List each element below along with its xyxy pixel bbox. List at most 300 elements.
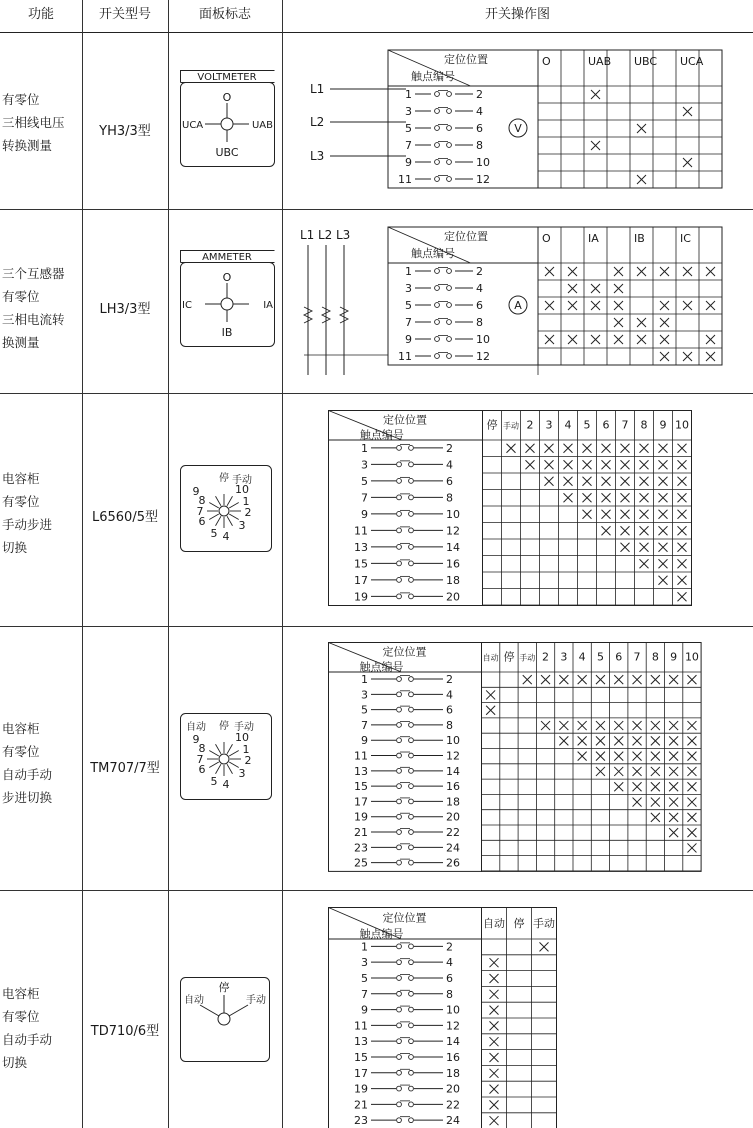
contact-closed-mark [621,510,630,519]
contact-number: 14 [446,764,460,778]
contact-number: 7 [405,139,412,152]
column-divider [168,0,169,1128]
function-line: 换测量 [2,335,40,350]
contact-closed-mark [596,736,605,745]
function-line: 步进切换 [2,790,53,805]
position-label: 自动 [186,722,206,733]
contact-symbol [397,1006,414,1012]
contact-closed-mark [596,767,605,776]
contact-closed-mark [559,736,568,745]
contact-closed-mark [669,813,678,822]
contact-closed-mark [633,782,642,791]
table-header [0,0,753,33]
contact-number: 6 [446,703,453,717]
knob-icon [219,754,229,764]
contact-closed-mark [669,782,678,791]
contact-number: 12 [446,524,460,538]
contact-symbol [397,798,414,804]
position-label: 手动 [503,421,519,431]
function-line: 切换 [2,1055,28,1070]
contact-closed-mark [614,675,623,684]
function-line: 自动手动 [2,767,53,782]
dial-number: 8 [198,494,206,507]
position-header: 定位位置 [444,230,488,243]
contact-number: 7 [361,718,368,732]
contact-closed-mark [596,721,605,730]
contact-number: 2 [446,441,453,455]
contact-closed-mark [659,510,668,519]
contact-closed-mark [637,267,646,276]
contact-closed-mark [564,444,573,453]
contact-closed-mark [614,318,623,327]
function-line: 三个互感器 [2,266,65,281]
meter-symbol: V [514,122,522,135]
header-function: 功能 [27,7,54,22]
position-label: 5 [596,650,604,664]
dial-number: 7 [196,505,204,518]
contact-closed-mark [545,460,554,469]
contact-symbol [397,527,414,533]
contact-number: 19 [354,1082,368,1096]
contact-closed-mark [602,444,611,453]
contact-symbol [397,1101,414,1107]
contact-closed-mark [564,460,573,469]
contact-number: 3 [361,688,368,702]
contact-symbol [435,336,452,342]
contact-closed-mark [659,576,668,585]
contact-number: 20 [446,810,460,824]
contact-closed-mark [633,767,642,776]
contact-symbol [397,959,414,965]
contact-symbol [397,691,414,697]
contact-number: 24 [446,1114,460,1128]
contact-closed-mark [660,318,669,327]
contact-closed-mark [614,335,623,344]
position-label: 10 [675,418,689,432]
contact-closed-mark [591,141,600,150]
contact-closed-mark [490,1006,499,1015]
contact-number: 18 [446,795,460,809]
header-panel: 面板标志 [198,7,251,22]
position-label: UCA [680,55,704,68]
position-label: 自动 [184,995,204,1006]
position-label: 停 [219,473,229,484]
contact-closed-mark [564,493,573,502]
function-line: 三相线电压 [2,115,65,130]
dial-number: 6 [198,515,206,528]
contact-closed-mark [591,284,600,293]
contact-number: 10 [476,156,490,169]
contact-number: 17 [354,1066,368,1080]
contact-closed-mark [660,335,669,344]
contact-symbol [397,990,414,996]
contact-closed-mark [591,301,600,310]
position-label: 手动 [519,653,536,663]
contact-number: 9 [361,507,368,521]
panel-dial-2 [180,465,272,553]
dial-number: 5 [210,527,218,540]
position-label: 停 [486,418,498,432]
contact-number: 10 [446,507,460,521]
contact-number: 21 [354,1098,368,1112]
contact-closed-mark [490,1053,499,1062]
position-label: UAB [251,120,273,131]
contact-number: 1 [361,441,368,455]
contact-number: 9 [405,156,412,169]
function-line: 手动步进 [2,517,53,532]
contact-closed-mark [659,543,668,552]
contact-closed-mark [706,267,715,276]
contact-closed-mark [490,1021,499,1030]
contact-closed-mark [706,301,715,310]
contact-closed-mark [614,736,623,745]
contact-closed-mark [490,1100,499,1109]
phase-label: L1 [310,82,325,96]
position-label: IB [634,232,645,245]
contact-closed-mark [545,477,554,486]
position-label: 自动 [482,653,499,663]
contact-closed-mark [490,1037,499,1046]
contact-closed-mark [633,721,642,730]
contact-symbol [435,142,452,148]
contact-number: 6 [446,971,453,985]
contact-closed-mark [687,843,696,852]
contact-number: 17 [354,573,368,587]
contact-closed-mark [660,301,669,310]
contact-number: 19 [354,810,368,824]
contact-closed-mark [578,721,587,730]
position-label: UBC [634,55,658,68]
header-diagram: 开关操作图 [484,7,550,22]
contact-symbol [397,859,414,865]
contact-closed-mark [490,1085,499,1094]
contact-closed-mark [596,675,605,684]
position-label: O [542,55,551,68]
contact-closed-mark [669,752,678,761]
contact-closed-mark [633,675,642,684]
contact-closed-mark [614,767,623,776]
contact-symbol [397,494,414,500]
position-label: 6 [602,418,610,432]
dial-number: 1 [242,743,250,756]
contact-closed-mark [687,767,696,776]
contact-closed-mark [683,107,692,116]
contact-closed-mark [578,736,587,745]
contact-number: 5 [361,971,368,985]
contact-number: 5 [361,474,368,488]
contact-closed-mark [678,543,687,552]
contact-closed-mark [640,559,649,568]
position-label: 手动 [232,475,252,486]
function-line: 电容柜 [2,986,40,1001]
contact-closed-mark [659,526,668,535]
contact-closed-mark [621,460,630,469]
contact-number: 12 [476,173,490,186]
contact-closed-mark [526,444,535,453]
contact-symbol [397,767,414,773]
operation-diagram-2 [328,410,748,610]
contact-symbol [435,268,452,274]
panel-dial-1 [180,250,276,348]
contact-closed-mark [660,267,669,276]
column-divider [82,0,83,1128]
phase-label: L1 [300,228,315,242]
contact-symbol [397,1069,414,1075]
operation-diagram-3 [328,642,748,882]
contact-number: 14 [446,1035,460,1049]
position-label: 8 [640,418,648,432]
position-label: 停 [218,981,230,994]
dial-number: 2 [244,754,252,767]
contact-symbol [435,159,452,165]
contact-symbol [435,302,452,308]
contact-closed-mark [614,267,623,276]
contact-number: 9 [361,734,368,748]
contact-closed-mark [633,798,642,807]
contact-number: 4 [446,458,453,472]
position-header: 定位位置 [382,645,427,659]
contact-number: 12 [476,350,490,363]
contact-number: 23 [354,841,368,855]
contact-closed-mark [669,721,678,730]
contact-closed-mark [490,958,499,967]
contact-closed-mark [614,301,623,310]
contact-closed-mark [678,559,687,568]
phase-label: L3 [336,228,351,242]
contact-closed-mark [621,444,630,453]
contact-closed-mark [659,493,668,502]
contact-closed-mark [651,736,660,745]
contact-number: 1 [405,88,412,101]
dial-number: 9 [192,733,200,746]
contact-symbol [397,593,414,599]
position-label: 2 [526,418,534,432]
contact-closed-mark [583,444,592,453]
contact-closed-mark [621,526,630,535]
model-label: TM707/7型 [90,761,160,776]
function-text [2,262,80,354]
contact-closed-mark [602,477,611,486]
contact-closed-mark [651,782,660,791]
contact-number: 5 [405,122,412,135]
contact-number: 11 [354,524,368,538]
dial-number: 2 [244,506,252,519]
contact-symbol [435,285,452,291]
contact-closed-mark [578,675,587,684]
contact-closed-mark [683,301,692,310]
contact-number: 1 [361,673,368,687]
contact-closed-mark [669,736,678,745]
contact-number: 4 [446,956,453,970]
contact-symbol [397,1117,414,1123]
contact-symbol [397,844,414,850]
contact-closed-mark [486,690,495,699]
position-label: 9 [670,650,678,664]
model-label: YH3/3型 [99,124,151,139]
row-divider [0,626,753,627]
contact-symbol [397,737,414,743]
position-label: 停 [513,916,525,930]
contact-number: 3 [405,105,412,118]
contact-symbol [397,477,414,483]
contact-symbol [397,444,414,450]
function-line: 有零位 [2,92,40,107]
position-label: IC [182,300,192,311]
function-line: 三相电流转 [2,312,65,327]
contact-number: 5 [361,703,368,717]
contact-number: 3 [361,458,368,472]
contact-number: 8 [476,316,483,329]
contact-closed-mark [591,90,600,99]
contact-closed-mark [637,175,646,184]
contact-closed-mark [669,767,678,776]
function-text [2,717,80,809]
contact-symbol [397,974,414,980]
contact-symbol [397,1022,414,1028]
contact-symbol [397,829,414,835]
contact-number: 7 [361,987,368,1001]
contact-symbol [397,813,414,819]
contact-number: 3 [405,282,412,295]
contact-closed-mark [687,782,696,791]
contact-closed-mark [706,335,715,344]
contact-closed-mark [602,493,611,502]
contact-closed-mark [621,477,630,486]
contact-number: 11 [354,1019,368,1033]
position-label: 自动 [483,916,505,930]
column-divider [282,0,283,1128]
position-label: 5 [583,418,591,432]
contact-closed-mark [564,477,573,486]
function-line: 有零位 [2,494,40,509]
contact-closed-mark [637,124,646,133]
contact-closed-mark [637,335,646,344]
contact-number: 23 [354,1114,368,1128]
contact-number: 2 [476,265,483,278]
contact-number: 4 [476,105,483,118]
contact-closed-mark [583,477,592,486]
operation-diagram-4 [328,907,568,1128]
contact-closed-mark [559,675,568,684]
contact-number: 15 [354,557,368,571]
position-label: IA [263,300,273,311]
contact-closed-mark [640,510,649,519]
contact-closed-mark [602,526,611,535]
phase-label: L2 [310,115,325,129]
contact-closed-mark [621,493,630,502]
knob-icon [221,298,233,310]
contact-closed-mark [640,526,649,535]
contact-closed-mark [678,493,687,502]
contact-closed-mark [614,284,623,293]
contact-closed-mark [541,721,550,730]
contact-closed-mark [640,543,649,552]
row-divider [0,393,753,394]
dial-number: 3 [238,767,246,780]
contact-closed-mark [640,460,649,469]
contact-number: 13 [354,1035,368,1049]
model-label: L6560/5型 [92,510,158,525]
contact-header: 触点编号 [411,70,455,83]
contact-symbol [397,543,414,549]
contact-symbol [397,752,414,758]
contact-symbol [397,783,414,789]
contact-symbol [397,576,414,582]
contact-closed-mark [526,460,535,469]
contact-number: 11 [398,350,412,363]
contact-number: 2 [446,940,453,954]
contact-closed-mark [659,477,668,486]
function-text [2,88,80,157]
contact-symbol [435,353,452,359]
contact-symbol [435,91,452,97]
contact-closed-mark [545,301,554,310]
contact-closed-mark [583,510,592,519]
contact-number: 16 [446,1050,460,1064]
contact-closed-mark [568,267,577,276]
contact-closed-mark [687,828,696,837]
position-label: 10 [684,650,699,664]
contact-number: 5 [405,299,412,312]
operation-diagram-1 [288,225,750,377]
function-line: 有零位 [2,289,40,304]
contact-number: 8 [476,139,483,152]
contact-symbol [435,108,452,114]
contact-closed-mark [633,752,642,761]
contact-symbol [435,319,452,325]
function-line: 电容柜 [2,471,40,486]
position-label: O [542,232,551,245]
dial-number: 9 [192,485,200,498]
contact-symbol [435,176,452,182]
contact-closed-mark [545,444,554,453]
contact-closed-mark [651,813,660,822]
dial-number: 1 [242,495,250,508]
dial-number: 10 [235,483,249,496]
contact-number: 25 [354,856,368,870]
contact-closed-mark [490,974,499,983]
panel-title: VOLTMETER [197,72,257,83]
contact-number: 11 [354,749,368,763]
contact-number: 21 [354,826,368,840]
contact-closed-mark [507,444,516,453]
contact-number: 16 [446,780,460,794]
contact-number: 22 [446,1098,460,1112]
contact-closed-mark [651,798,660,807]
contact-closed-mark [633,736,642,745]
position-label: 停 [503,650,515,664]
position-label: O [222,271,232,284]
position-label: UCA [182,120,204,131]
contact-number: 3 [361,956,368,970]
dial-number: 4 [222,530,230,543]
contact-symbol [397,943,414,949]
function-line: 自动手动 [2,1032,53,1047]
contact-symbol [397,676,414,682]
contact-closed-mark [578,752,587,761]
contact-number: 20 [446,590,460,604]
contact-closed-mark [640,477,649,486]
function-line: 转换测量 [2,138,53,153]
contact-number: 24 [446,841,460,855]
function-text [2,982,80,1074]
contact-number: 7 [361,491,368,505]
position-label: UAB [588,55,612,68]
contact-closed-mark [568,284,577,293]
contact-number: 6 [446,474,453,488]
contact-closed-mark [687,813,696,822]
contact-symbol [397,560,414,566]
